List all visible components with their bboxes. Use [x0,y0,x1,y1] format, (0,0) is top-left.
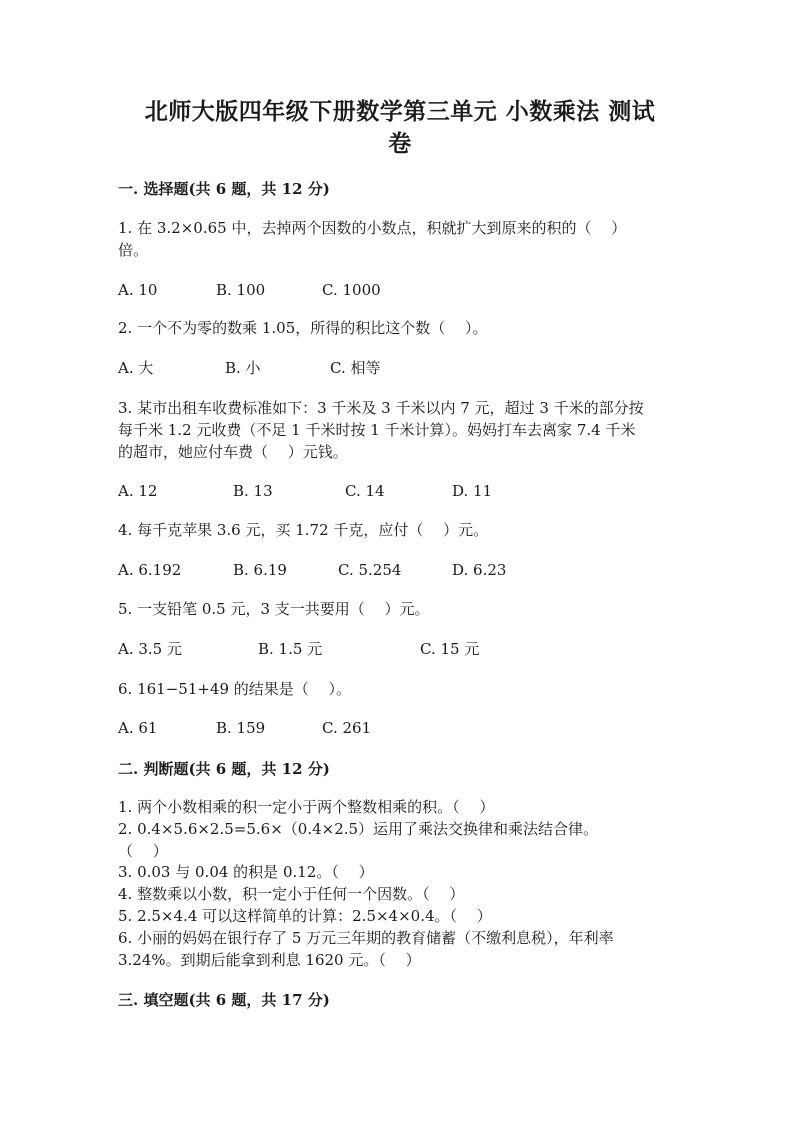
q5-option-b: B. 1.5 元 [258,640,323,658]
q5-option-c: C. 15 元 [420,640,480,658]
q3-option-d: D. 11 [452,482,493,500]
q2-option-a: A. 大 [118,359,154,377]
q4-option-a: A. 6.192 [118,561,182,579]
q4-text: 4. 每千克苹果 3.6 元，买 1.72 千克，应付（ ）元。 [118,521,489,539]
q5-option-a: A. 3.5 元 [118,640,182,658]
judge-item-continued: （ ） [118,842,168,860]
q3-line-2: 每千米 1.2 元收费（不足 1 千米时按 1 千米计算）。妈妈打车去离家 7.4 千米 [118,421,636,439]
q6-option-b: B. 159 [216,719,266,737]
q3-option-b: B. 13 [233,482,273,500]
judge-item: 5. 2.5×4.4 可以这样简单的计算：2.5×4×0.4。（ ） [118,907,492,925]
q3-line-1: 3. 某市出租车收费标准如下：3 千米及 3 千米以内 7 元，超过 3 千米的部分按 [118,399,644,417]
q4-option-b: B. 6.19 [233,561,287,579]
q4-option-c: C. 5.254 [338,561,402,579]
judge-item: 4. 整数乘以小数，积一定小于任何一个因数。（ ） [118,885,465,903]
q6-option-c: C. 261 [322,719,372,737]
q1-option-c: C. 1000 [322,281,381,299]
section-heading-fill-in: 三. 填空题(共 6 题，共 17 分) [118,991,330,1009]
q4-option-d: D. 6.23 [452,561,507,579]
q3-line-3: 的超市，她应付车费（ ）元钱。 [118,443,348,461]
section-heading-judgement: 二. 判断题(共 6 题，共 12 分) [118,760,330,778]
q1-line-1: 1. 在 3.2×0.65 中，去掉两个因数的小数点，积就扩大到原来的积的（ ） [118,219,627,237]
title-line-1: 北师大版四年级下册数学第三单元 小数乘法 测试 [144,98,656,125]
q2-option-c: C. 相等 [330,359,381,377]
q2-option-b: B. 小 [225,359,261,377]
title-line-2: 卷 [388,130,412,157]
q3-option-a: A. 12 [118,482,158,500]
judge-item: 2. 0.4×5.6×2.5=5.6×（0.4×2.5）运用了乘法交换律和乘法结合律。 [118,820,599,838]
judge-item-continued: 3.24%。到期后能拿到利息 1620 元。（ ） [118,951,421,969]
judge-item: 1. 两个小数相乘的积一定小于两个整数相乘的积。（ ） [118,798,495,816]
q6-option-a: A. 61 [118,719,158,737]
q1-option-b: B. 100 [216,281,266,299]
section-heading-choice: 一. 选择题(共 6 题，共 12 分) [118,180,330,198]
judge-item: 3. 0.03 与 0.04 的积是 0.12。（ ） [118,863,374,881]
q2-text: 2. 一个不为零的数乘 1.05，所得的积比这个数（ ）。 [118,319,488,337]
q5-text: 5. 一支铅笔 0.5 元，3 支一共要用（ ）元。 [118,600,430,618]
q6-text: 6. 161−51+49 的结果是（ ）。 [118,680,352,698]
page-title [100,96,700,160]
judge-item: 6. 小丽的妈妈在银行存了 5 万元三年期的教育储蓄（不缴利息税），年利率 [118,929,614,947]
q1-line-2: 倍。 [118,241,149,259]
q1-option-a: A. 10 [118,281,158,299]
q3-option-c: C. 14 [345,482,385,500]
